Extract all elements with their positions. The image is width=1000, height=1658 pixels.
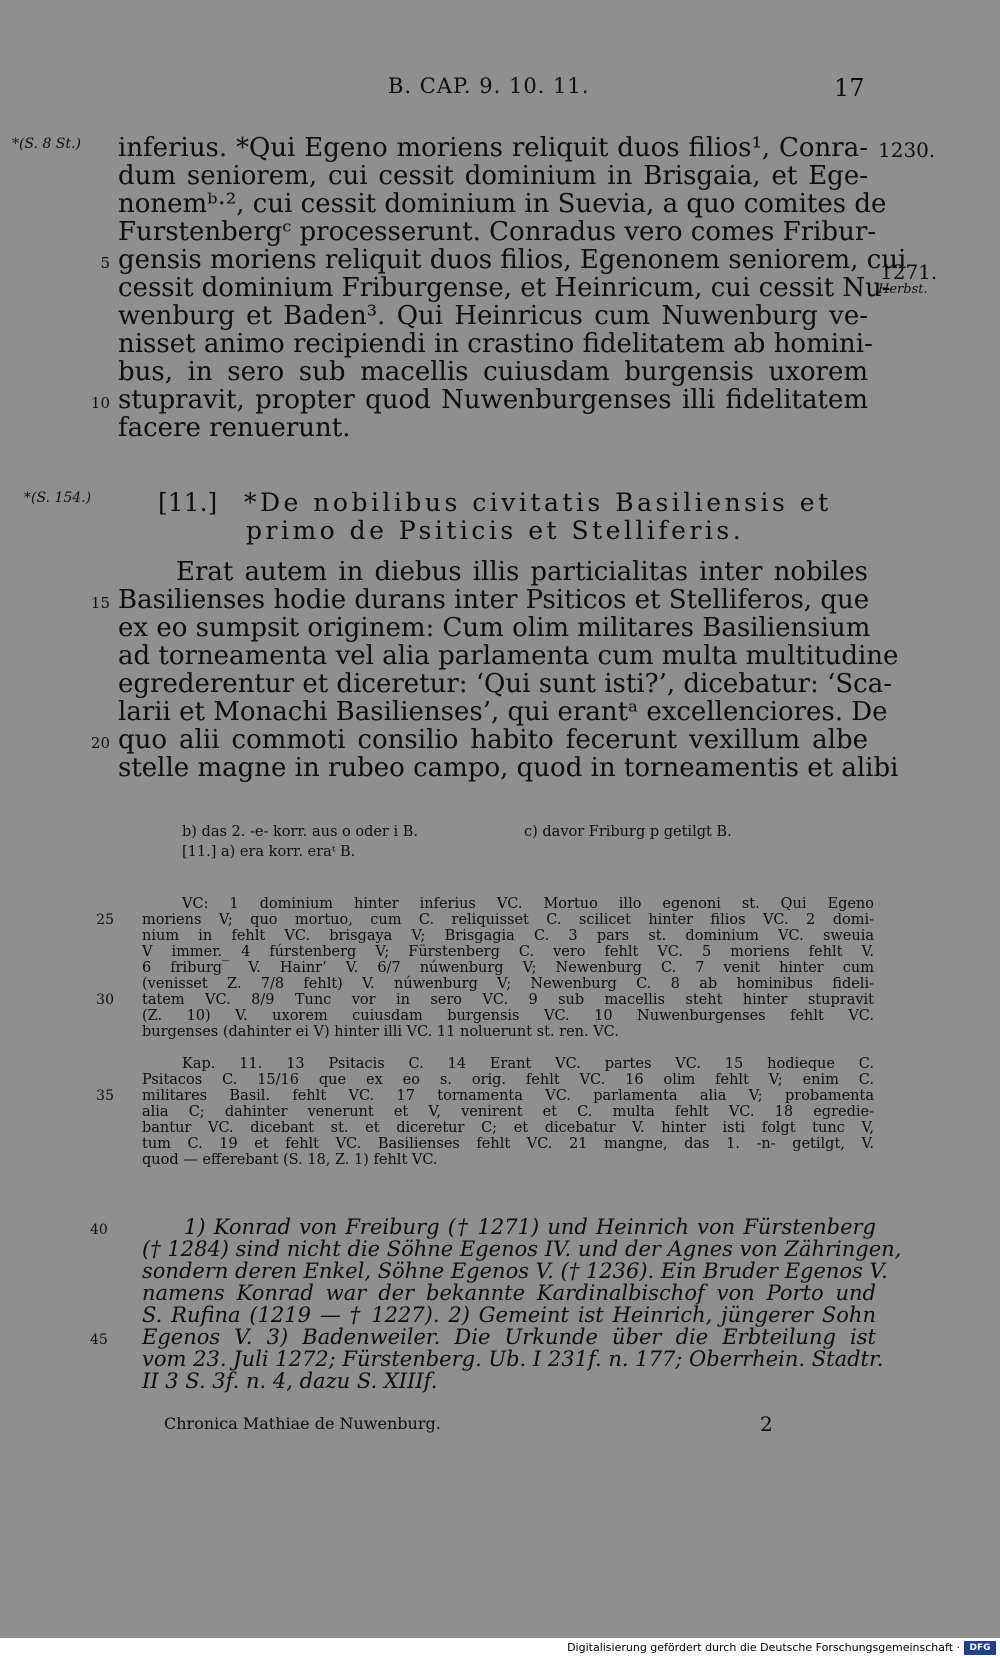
margin-year-1271: 1271. (880, 260, 938, 284)
apparatus-line: tum C. 19 et fehlt VC. Basilienses fehlt VC. 21 mangne, das 1. -n- getilgt, V. (142, 1136, 874, 1152)
apparatus-line-number: 25 (96, 912, 114, 928)
text-note-11a: [11.] a) era korr. eraᵗ B. (182, 844, 356, 860)
text-line: Erat autem in diebus illis particialitas inter nobiles (176, 557, 868, 587)
footnote-line: vom 23. Juli 1272; Fürstenberg. Ub. I 231f. n. 177; Oberrhein. Stadtr. (142, 1347, 884, 1371)
apparatus-line: bantur VC. dicebant st. et diceretur C; et dicebatur V. hinter isti folgt tunc V, (142, 1120, 874, 1136)
text-line: wenburg et Baden³. Qui Heinricus cum Nuwenburg ve- (118, 301, 868, 331)
apparatus-line: Psitacos C. 15/16 que ex eo s. orig. fehlt VC. 16 olim fehlt V; enim C. (142, 1072, 874, 1088)
text-line: ex eo sumpsit originem: Cum olim militares Basiliensium (118, 613, 871, 643)
text-line: egrederentur et diceretur: ‘Qui sunt isti?’, dicebatur: ‘Sca- (118, 669, 893, 699)
apparatus-line-number: 30 (96, 992, 114, 1008)
text-line: larii et Monachi Basilienses’, qui erantᵃ excellenciores. De (118, 697, 888, 727)
footnote-line-number: 40 (90, 1222, 108, 1238)
apparatus-line: (Z. 10) V. uxorem cuiusdam burgensis VC. 10 Nuwenburgenses fehlt VC. (142, 1008, 874, 1024)
apparatus-line: Kap. 11. 13 Psitacis C. 14 Erant VC. partes VC. 15 hodieque C. (182, 1056, 874, 1072)
text-line: nisset animo recipiendi in crastino fidelitatem ab homini- (118, 329, 873, 359)
text-line: Basilienses hodie durans inter Psiticos et Stelliferos, que (118, 585, 870, 615)
margin-ref-source: *(S. 8 St.) (12, 136, 81, 152)
footnote-line: sondern deren Enkel, Söhne Egenos V. († 1236). Ein Bruder Egenos V. (142, 1259, 888, 1283)
text-line: quo alii commoti consilio habito fecerunt vexillum albe (118, 725, 868, 755)
signature-mark: 2 (760, 1412, 773, 1436)
apparatus-line: (venisset Z. 7/8 fehlt) V. núwenburg V; Newenburg C. 8 ab hominibus fideli- (142, 976, 874, 992)
apparatus-line-number: 35 (96, 1088, 114, 1104)
apparatus-line: tatem VC. 8/9 Tunc vor in sero VC. 9 sub macellis steht hinter stupravit (142, 992, 874, 1008)
text-line: facere renuerunt. (118, 413, 351, 443)
text-line: inferius. *Qui Egeno moriens reliquit duos filios¹, Conra- (118, 133, 868, 163)
text-note-b: b) das 2. -e- korr. aus o oder i B. (182, 824, 418, 840)
text-note-c: c) davor Friburg p getilgt B. (524, 824, 732, 840)
footnote-line: II 3 S. 3f. n. 4, dazu S. XIIIf. (142, 1369, 438, 1393)
chapter-title-line1: *De nobilibus civitatis Basiliensis et (244, 488, 832, 517)
margin-season: Herbst. (878, 282, 928, 297)
dfg-logo-icon: DFG (964, 1641, 996, 1655)
footnote-line: S. Rufina (1219 — † 1227). 2) Gemeint ist Heinrich, jüngerer Sohn (142, 1303, 876, 1327)
footnote-line: namens Konrad war der bekannte Kardinalbischof von Porto und (142, 1281, 876, 1305)
text-line: stupravit, propter quod Nuwenburgenses illi fidelitatem (118, 385, 868, 415)
apparatus-line: 6 friburg‾ V. Hainr’ V. 6/7 núwenburg V; Newenburg C. 7 venit hinter cum (142, 960, 874, 976)
digitization-credit-bar (0, 1638, 1000, 1658)
apparatus-line: nium in fehlt VC. brisgaya V; Brisgagia C. 3 pars st. dominium VC. sweuia (142, 928, 874, 944)
text-line: stelle magne in rubeo campo, quod in torneamentis et alibi (118, 753, 899, 783)
line-number: 20 (90, 734, 110, 752)
chapter-title-line2: primo de Psiticis et Stelliferis. (246, 516, 745, 545)
apparatus-line: militares Basil. fehlt VC. 17 tornamenta VC. parlamenta alia V; probamenta (142, 1088, 874, 1104)
line-number: 5 (100, 254, 110, 272)
text-line: nonemᵇ·², cui cessit dominium in Suevia, a quo comites de (118, 189, 887, 219)
book-title-footer: Chronica Mathiae de Nuwenburg. (164, 1414, 441, 1433)
text-line: bus, in sero sub macellis cuiusdam burgensis uxorem (118, 357, 868, 387)
text-line: Furstenbergᶜ processerunt. Conradus vero comes Fribur- (118, 217, 877, 247)
page-number: 17 (834, 74, 865, 102)
footnote-line: Egenos V. 3) Badenweiler. Die Urkunde über die Erbteilung ist (142, 1325, 876, 1349)
footnote-line-number: 45 (90, 1332, 108, 1348)
text-line: dum seniorem, cui cessit dominium in Brisgaia, et Ege- (118, 161, 868, 191)
apparatus-line: alia C; dahinter venerunt et V, venirent et C. multa fehlt VC. 18 egredie- (142, 1104, 874, 1120)
running-head: B. CAP. 9. 10. 11. (388, 74, 590, 98)
text-line: ad torneamenta vel alia parlamenta cum multa multitudine (118, 641, 899, 671)
text-line: cessit dominium Friburgense, et Heinricum, cui cessit Nu- (118, 273, 891, 303)
apparatus-line: moriens V; quo mortuo, cum C. reliquisset C. scilicet hinter filios VC. 2 domi- (142, 912, 874, 928)
apparatus-line: V immer. 4 fúrstenberg V; Fürstenberg C. vero fehlt VC. 5 moriens fehlt V. (142, 944, 874, 960)
margin-year-1230: 1230. (878, 138, 936, 162)
line-number: 10 (90, 394, 110, 412)
apparatus-line: quod — efferebant (S. 18, Z. 1) fehlt VC. (142, 1152, 438, 1168)
line-number: 15 (90, 594, 110, 612)
apparatus-line: burgenses (dahinter ei V) hinter illi VC. 11 noluerunt st. ren. VC. (142, 1024, 619, 1040)
footnote-line: 1) Konrad von Freiburg († 1271) und Heinrich von Fürstenberg (184, 1215, 876, 1239)
apparatus-line: VC: 1 dominium hinter inferius VC. Mortuo illo egenoni st. Qui Egeno (182, 896, 874, 912)
credit-text: Digitalisierung gefördert durch die Deutsche Forschungsgemeinschaft · (567, 1641, 960, 1654)
chapter-number: [11.] (158, 488, 218, 517)
footnote-line: († 1284) sind nicht die Söhne Egenos IV. und der Agnes von Zähringen, (142, 1237, 902, 1261)
margin-ref-chapter: *(S. 154.) (24, 490, 92, 506)
text-line: gensis moriens reliquit duos filios, Egenonem seniorem, cui (118, 245, 907, 275)
